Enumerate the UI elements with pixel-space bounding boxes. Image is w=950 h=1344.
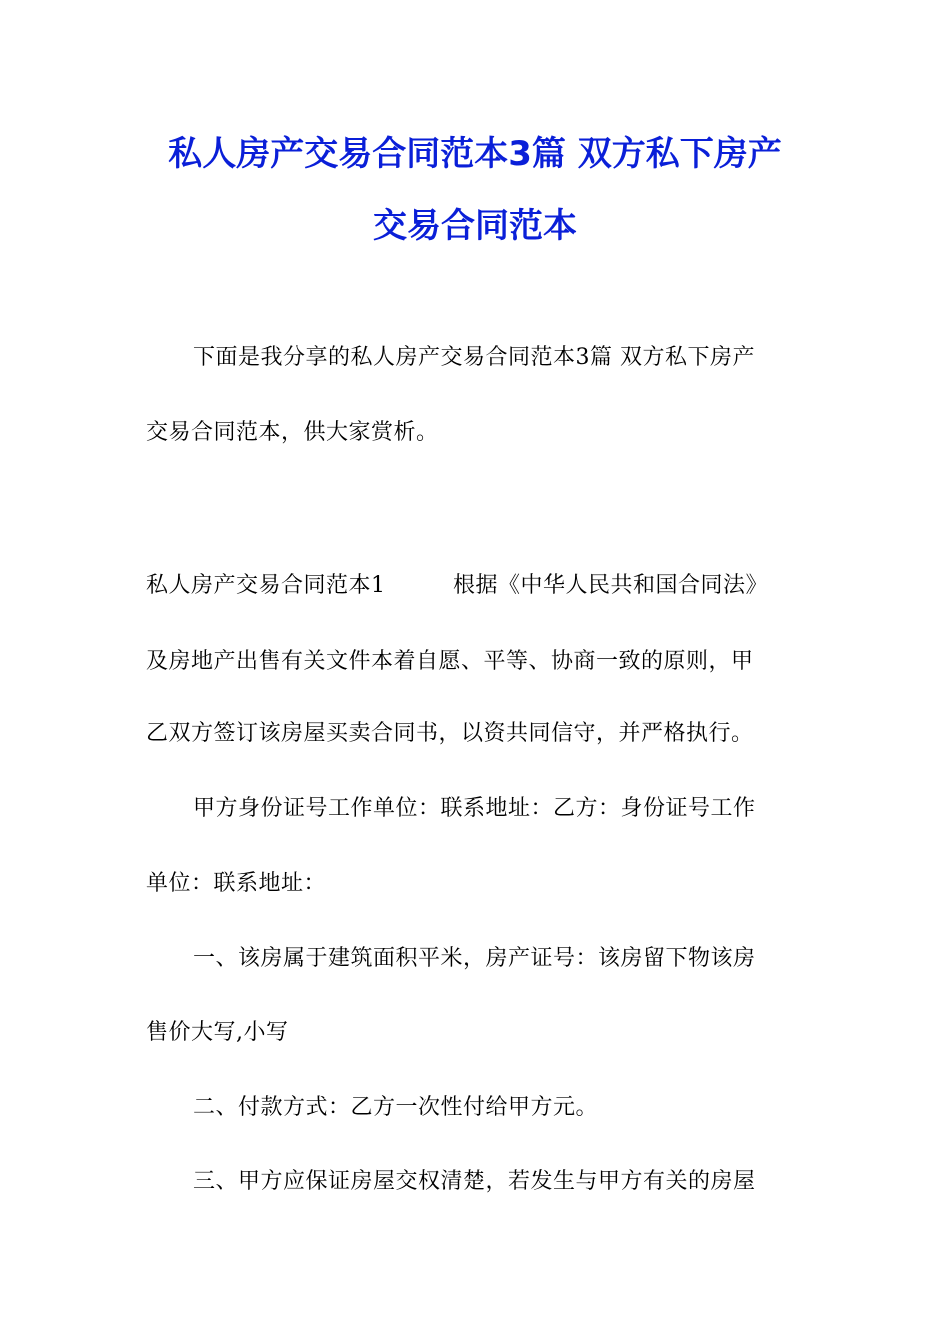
paragraph-line: 甲方身份证号工作单位：联系地址：乙方：身份证号工作 (193, 796, 756, 821)
paragraph-line: 私人房产交易合同范本1 根据《中华人民共和国合同法》 (146, 573, 768, 598)
paragraph-line: 一、该房属于建筑面积平米，房产证号：该房留下物该房 (193, 946, 756, 971)
paragraph-line: 下面是我分享的私人房产交易合同范本3篇 双方私下房产 (193, 345, 755, 370)
document-title-line-2: 交易合同范本 (373, 206, 577, 246)
paragraph-line: 二、付款方式：乙方一次性付给甲方元。 (193, 1095, 599, 1120)
paragraph-line: 及房地产出售有关文件本着自愿、平等、协商一致的原则，甲 (146, 649, 754, 674)
paragraph-line: 三、甲方应保证房屋交权清楚，若发生与甲方有关的房屋 (193, 1169, 756, 1194)
paragraph-line: 交易合同范本，供大家赏析。 (146, 420, 439, 445)
document-title-line-1: 私人房产交易合同范本3篇 双方私下房产 (168, 134, 782, 174)
paragraph-line: 乙双方签订该房屋买卖合同书，以资共同信守，并严格执行。 (146, 721, 754, 746)
paragraph-line: 单位：联系地址： (146, 871, 327, 896)
paragraph-line: 售价大写,小写 (146, 1020, 289, 1045)
